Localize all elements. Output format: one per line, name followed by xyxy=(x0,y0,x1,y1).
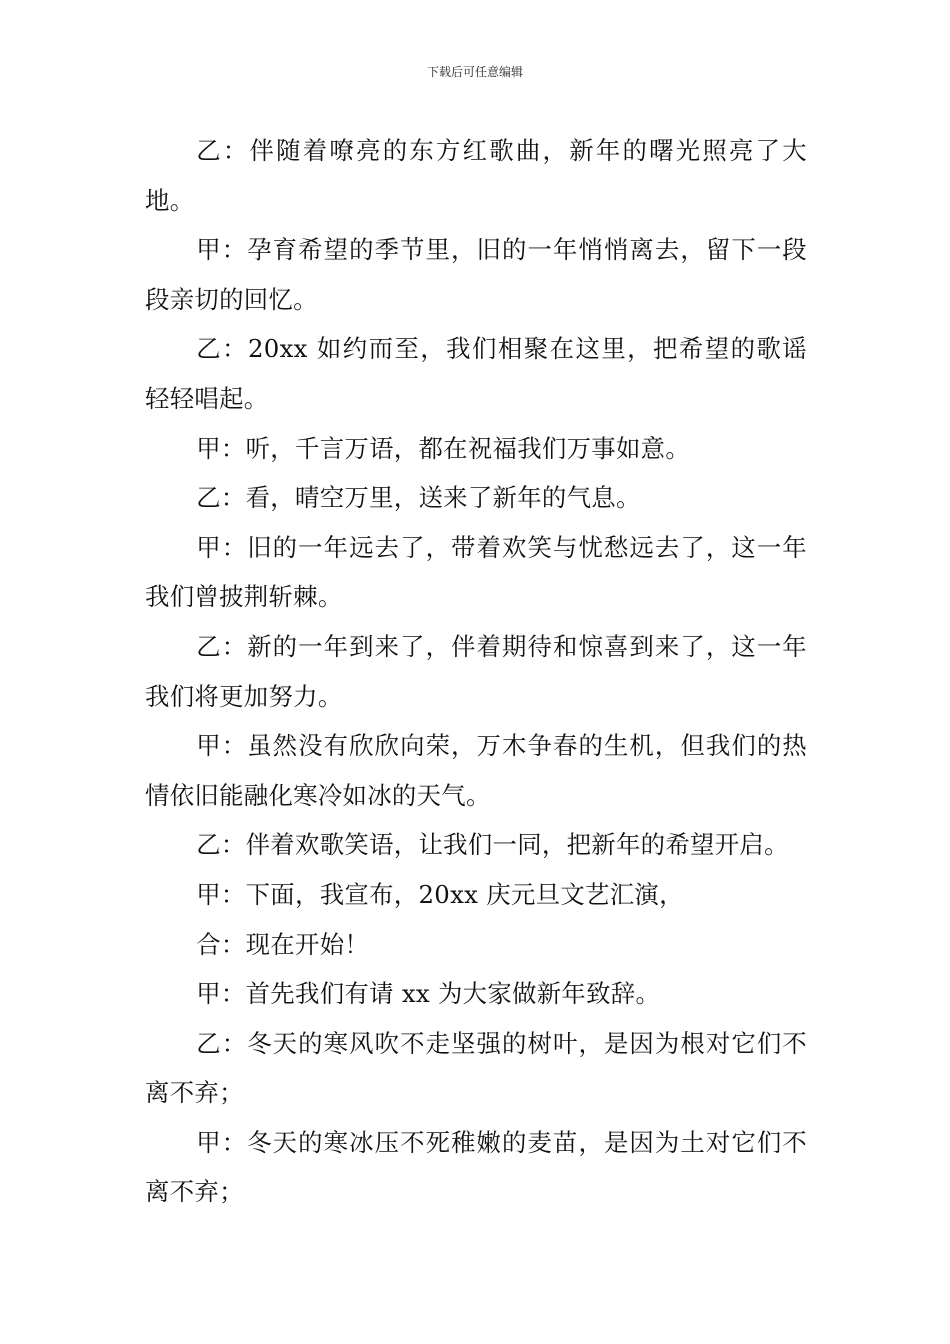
paragraph: 甲：下面，我宣布，20xx 庆元旦文艺汇演， xyxy=(196,879,684,909)
paragraph: 甲：冬天的寒冰压不死稚嫩的麦苗，是因为土对它们不离不弃； xyxy=(145,1127,807,1207)
paragraph: 甲：听，千言万语，都在祝福我们万事如意。 xyxy=(196,433,691,463)
paragraph: 甲：首先我们有请 xx 为大家做新年致辞。 xyxy=(196,979,661,1009)
paragraph: 乙：伴着欢歌笑语，让我们一同，把新年的希望开启。 xyxy=(196,830,789,860)
page-header: 下载后可任意编辑 xyxy=(426,65,523,79)
paragraph: 乙：冬天的寒风吹不走坚强的树叶，是因为根对它们不离不弃； xyxy=(145,1028,807,1108)
paragraph: 乙：20xx 如约而至，我们相聚在这里，把希望的歌谣轻轻唱起。 xyxy=(145,334,807,413)
paragraph: 乙：看，晴空万里，送来了新年的气息。 xyxy=(196,483,641,513)
document-body xyxy=(145,126,807,1217)
paragraph: 甲：旧的一年远去了，带着欢笑与忧愁远去了，这一年我们曾披荆斩棘。 xyxy=(145,532,807,612)
paragraph: 乙：新的一年到来了，伴着期待和惊喜到来了，这一年我们将更加努力。 xyxy=(145,631,807,711)
paragraph: 甲：孕育希望的季节里，旧的一年悄悄离去，留下一段段亲切的回忆。 xyxy=(145,235,807,314)
paragraph: 合：现在开始！ xyxy=(196,929,370,959)
paragraph: 甲：虽然没有欣欣向荣，万木争春的生机，但我们的热情依旧能融化寒冷如冰的天气。 xyxy=(145,731,807,810)
paragraph: 乙：伴随着嘹亮的东方红歌曲，新年的曙光照亮了大地。 xyxy=(145,136,807,215)
